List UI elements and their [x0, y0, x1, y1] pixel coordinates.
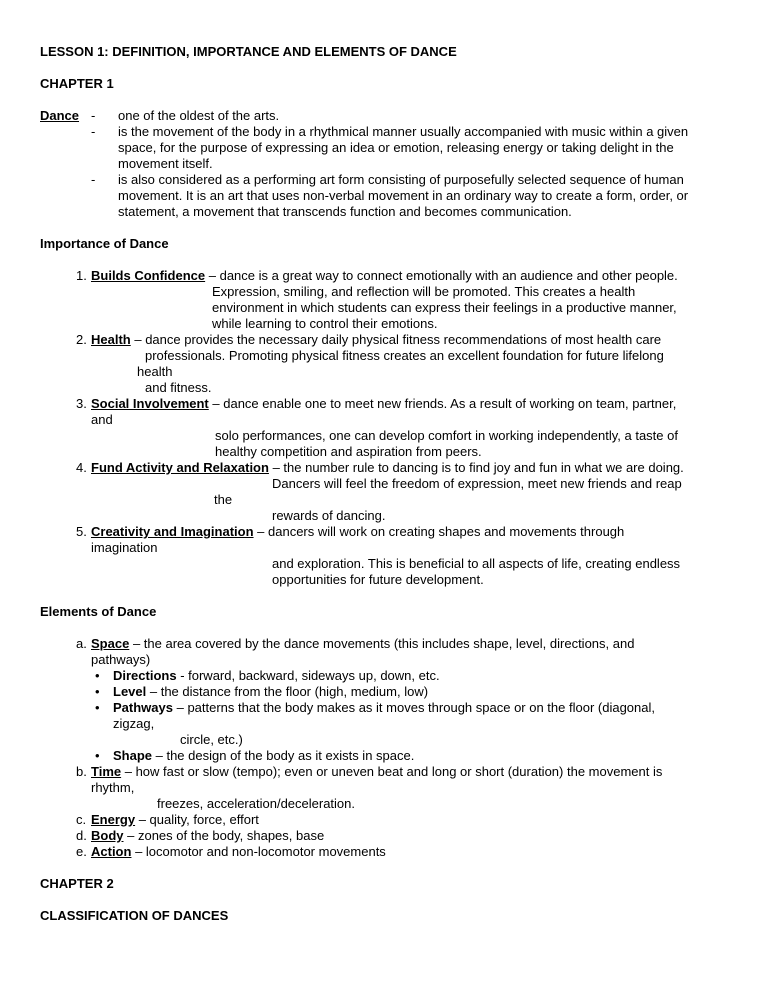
definition-text: space, for the purpose of expressing an idea or emotion, releasing energy or taking delight in the [118, 140, 674, 155]
item-term: Creativity and Imagination [91, 524, 254, 539]
chapter-2-heading: CHAPTER 2 [40, 876, 114, 891]
item-text: pathways) [91, 652, 151, 667]
item-text: – the number rule to dancing is to find joy and fun in what we are doing. [272, 460, 684, 475]
item-term: Body [91, 828, 124, 843]
item-text: rewards of dancing. [272, 508, 386, 523]
item-number: 1. [76, 268, 87, 283]
bullet-text: – the distance from the floor (high, medium, low) [146, 684, 429, 699]
item-text: professionals. Promoting physical fitness creates an excellent foundation for future lifelong [145, 348, 664, 363]
definition-text: is also considered as a performing art form consisting of purposefully selected sequence of human [118, 172, 684, 187]
bullet-icon: • [95, 748, 100, 763]
definition-text: movement. It is an art that uses non-verbal movement in an ordinary way to create a form, order, or [118, 188, 689, 203]
bullet-text: – the design of the body as it exists in space. [152, 748, 415, 763]
item-text: freezes, acceleration/deceleration. [157, 796, 356, 811]
item-number: 5. [76, 524, 87, 539]
bullet-term: Level [113, 684, 147, 699]
item-text: rhythm, [91, 780, 135, 795]
item-text: – locomotor and non-locomotor movements [135, 844, 386, 859]
item-letter: e. [76, 844, 87, 859]
item-text: healthy competition and aspiration from peers. [215, 444, 482, 459]
item-text: opportunities for future development. [272, 572, 484, 587]
item-text: and fitness. [145, 380, 212, 395]
bullet-item [0, 700, 768, 716]
bullet-term: Directions [113, 668, 177, 683]
bullet-term: Pathways [113, 700, 173, 715]
item-letter: c. [76, 812, 87, 827]
item-letter: d. [76, 828, 87, 843]
bullet-text: circle, etc.) [180, 732, 243, 747]
item-text: – quality, force, effort [138, 812, 259, 827]
item-term: Action [91, 844, 132, 859]
item-text: – how fast or slow (tempo); even or uneven beat and long or short (duration) the movement is [124, 764, 663, 779]
definition-text: one of the oldest of the arts. [118, 108, 280, 123]
bullet-icon: • [95, 684, 100, 699]
item-term: Fund Activity and Relaxation [91, 460, 269, 475]
element-action [0, 844, 768, 860]
item-text: Dancers will feel the freedom of expression, meet new friends and reap [272, 476, 682, 491]
item-term: Space [91, 636, 130, 651]
item-number: 3. [76, 396, 87, 411]
element-energy [0, 812, 768, 828]
bullet-text: zigzag, [113, 716, 155, 731]
item-text: – the area covered by the dance movements (this includes shape, level, directions, and [132, 636, 635, 651]
item-text: – dance is a great way to connect emotionally with an audience and other people. [208, 268, 678, 283]
item-text: health [137, 364, 173, 379]
bullet-icon: • [95, 700, 100, 715]
item-term: Time [91, 764, 122, 779]
definition-line [0, 108, 768, 124]
item-text: – zones of the body, shapes, base [127, 828, 325, 843]
definition-term: Dance [40, 108, 80, 123]
item-number: 2. [76, 332, 87, 347]
element-body [0, 828, 768, 844]
item-term: Builds Confidence [91, 268, 206, 283]
dash: - [91, 108, 96, 123]
item-text: – dance provides the necessary daily physical fitness recommendations of most health care [134, 332, 662, 347]
chapter-1-heading: CHAPTER 1 [40, 76, 114, 91]
item-text: imagination [91, 540, 158, 555]
item-letter: b. [76, 764, 87, 779]
bullet-text: - forward, backward, sideways up, down, etc. [176, 668, 440, 683]
item-text: solo performances, one can develop comfort in working independently, a taste of [215, 428, 678, 443]
definition-text: movement itself. [118, 156, 213, 171]
definition-text: statement, a movement that transcends function and becomes communication. [118, 204, 572, 219]
bullet-item [0, 668, 768, 684]
importance-item [0, 332, 768, 348]
elements-heading: Elements of Dance [40, 604, 157, 619]
item-text: the [214, 492, 233, 507]
definition-text: is the movement of the body in a rhythmical manner usually accompanied with music within a given [118, 124, 689, 139]
element-space [0, 636, 768, 652]
item-letter: a. [76, 636, 87, 651]
lesson-title: LESSON 1: DEFINITION, IMPORTANCE AND ELEMENTS OF DANCE [40, 44, 457, 59]
bullet-item [0, 684, 768, 700]
item-text: – dance enable one to meet new friends. As a result of working on team, partner, [212, 396, 677, 411]
item-term: Energy [91, 812, 136, 827]
item-text: and exploration. This is beneficial to all aspects of life, creating endless [272, 556, 681, 571]
item-text: and [91, 412, 113, 427]
importance-item [0, 396, 768, 412]
item-text: – dancers will work on creating shapes and movements through [257, 524, 625, 539]
bullet-icon: • [95, 668, 100, 683]
item-term: Social Involvement [91, 396, 209, 411]
item-number: 4. [76, 460, 87, 475]
item-text: while learning to control their emotions. [212, 316, 438, 331]
item-text: environment in which students can express their feelings in a productive manner, [212, 300, 677, 315]
importance-item [0, 460, 768, 476]
dash: - [91, 172, 96, 187]
dash: - [91, 124, 96, 139]
item-term: Health [91, 332, 131, 347]
importance-item [0, 268, 768, 284]
bullet-term: Shape [113, 748, 153, 763]
element-time [0, 764, 768, 780]
bullet-text: – patterns that the body makes as it moves through space or on the floor (diagonal, [172, 700, 655, 715]
importance-heading: Importance of Dance [40, 236, 169, 251]
importance-item [0, 524, 768, 540]
classification-heading: CLASSIFICATION OF DANCES [40, 908, 229, 923]
item-text: Expression, smiling, and reflection will be promoted. This creates a health [212, 284, 636, 299]
bullet-item [0, 748, 768, 764]
